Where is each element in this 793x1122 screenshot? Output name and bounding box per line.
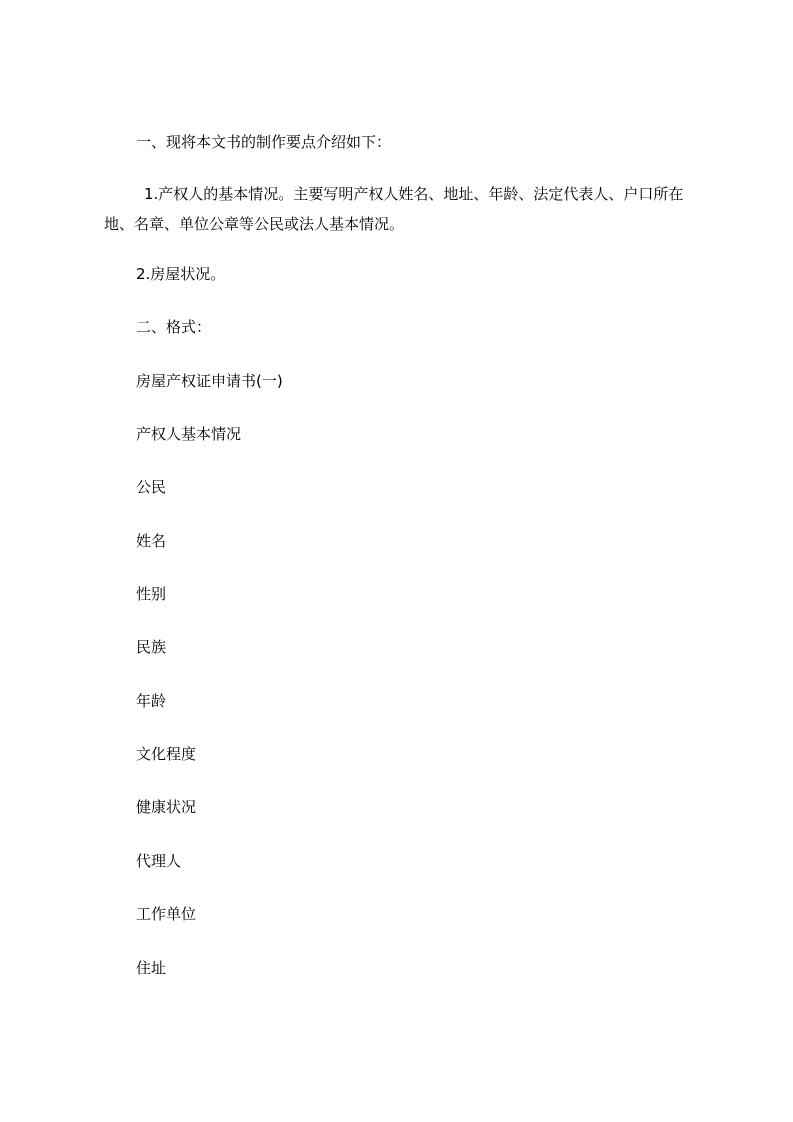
field-owner-basic-info: 产权人基本情况	[136, 425, 242, 443]
point-two: 2.房屋状况。	[136, 265, 226, 283]
field-workplace: 工作单位	[136, 905, 197, 923]
field-name: 姓名	[136, 532, 167, 550]
field-gender: 性别	[136, 585, 167, 603]
form-title: 房屋产权证申请书(一)	[136, 372, 283, 390]
field-citizen: 公民	[136, 478, 167, 496]
field-agent: 代理人	[136, 852, 182, 870]
section-two-heading: 二、格式：	[136, 318, 212, 336]
field-education: 文化程度	[136, 745, 197, 763]
point-one-paragraph: 1.产权人的基本情况。主要写明产权人姓名、地址、年龄、法定代表人、户口所在地、名章、单位公章等公民或法人基本情况。	[104, 185, 684, 233]
field-ethnicity: 民族	[136, 638, 167, 656]
field-address: 住址	[136, 959, 167, 977]
section-one-heading: 一、现将本文书的制作要点介绍如下：	[136, 133, 392, 151]
field-health: 健康状况	[136, 798, 197, 816]
field-age: 年龄	[136, 692, 167, 710]
